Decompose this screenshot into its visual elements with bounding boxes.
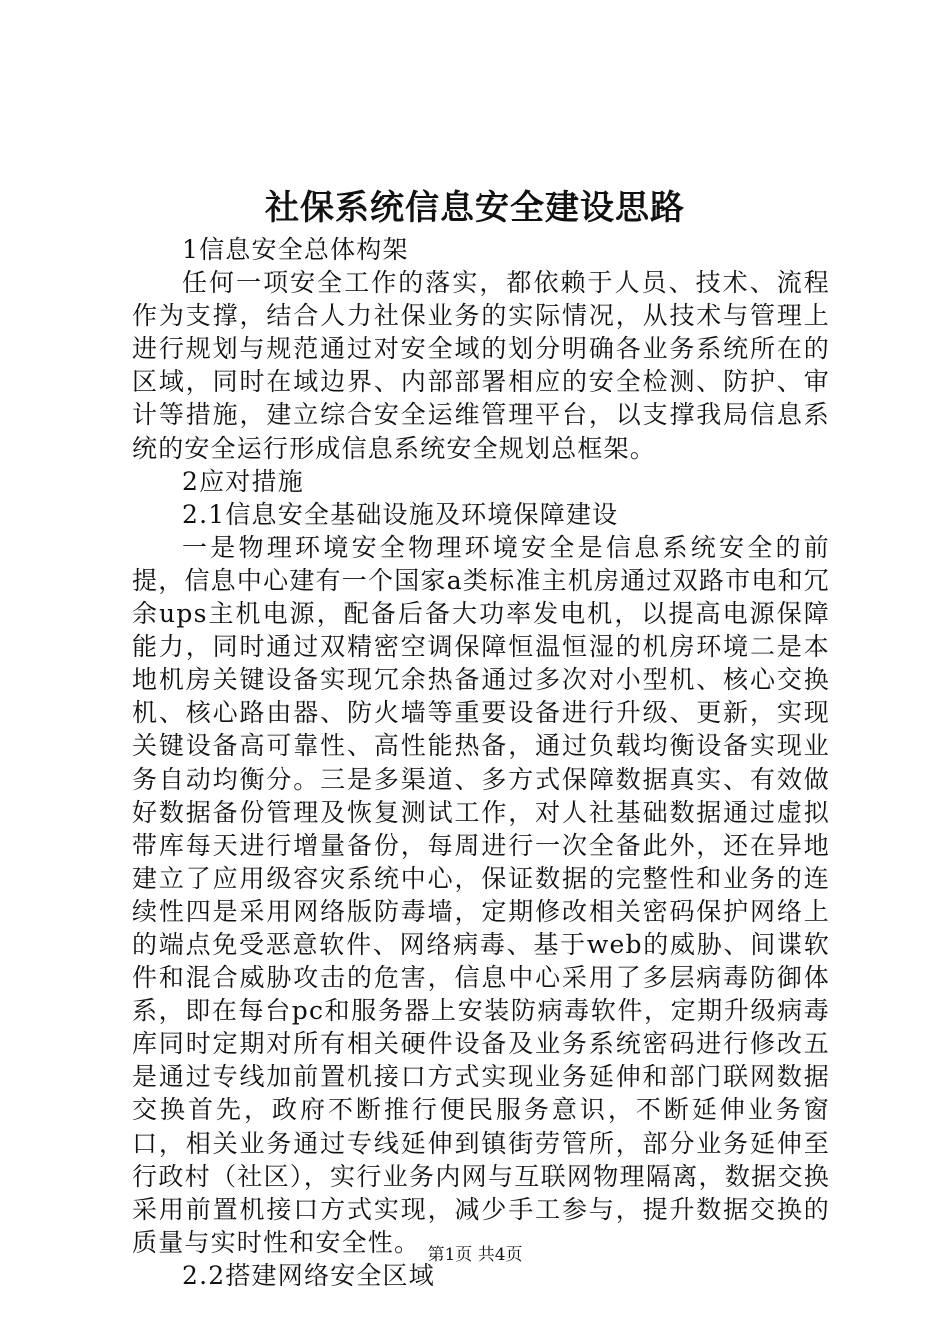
subsection-heading-2-2: 2.2搭建网络安全区域 [182,1260,435,1290]
subsection-heading-2-1: 2.1信息安全基础设施及环境保障建设 [182,499,619,529]
body-paragraph-infrastructure: 一是物理环境安全物理环境安全是信息系统安全的前提，信息中心建有一个国家a类标准主机房通过双路市电和冗余ups主机电源，配备后备大功率发电机，以提高电源保障能力，同时通过双精密空调保障恒温恒湿的机房环境二是本地机房关键设备实现冗余热备通过多次对小型机、核心交换机、核心路由器、防火墙等重要设备进行升级、更新，实现关键设备高可靠性、高性能热备，通过负载均衡设备实现业务自动均衡分。三是多渠道、多方式保障数据真实、有效做好数据备份管理及恢复测试工作，对人社基础数据通过虚拟带库每天进行增量备份，每周进行一次全备此外，还在异地建立了应用级容灾系统中心，保证数据的完整性和业务的连续性四是采用网络版防毒墙，定期修改相关密码保护网络上的端点免受恶意软件、网络病毒、基于web的威胁、间谍软件和混合威胁攻击的危害，信息中心采用了多层病毒防御体系，即在每台pc和服务器上安装防病毒软件，定期升级病毒库同时定期对所有相关硬件设备及业务系统密码进行修改五是通过专线加前置机接口方式实现业务延伸和部门联网数据交换首先，政府不断推行便民服务意识，不断延伸业务窗口，相关业务通过专线延伸到镇街劳管所，部分业务延伸至行政村（社区），实行业务内网与互联网物理隔离，数据交换采用前置机接口方式实现，减少手工参与，提升数据交换的质量与实时性和安全性。 [132,532,830,1257]
body-paragraph-framework: 任何一项安全工作的落实，都依赖于人员、技术、流程作为支撑，结合人力社保业务的实际情况，从技术与管理上进行规划与规范通过对安全域的划分明确各业务系统所在的区域，同时在域边界、内部部署相应的安全检测、防护、审计等措施，建立综合安全运维管理平台，以支撑我局信息系统的安全运行形成信息系统安全规划总框架。 [132,268,830,463]
section-heading-1: 1信息安全总体构架 [182,235,409,264]
document-title: 社保系统信息安全建设思路 [265,188,685,228]
page-footer: 第1页 共4页 [427,1245,523,1265]
document-body [132,233,830,1292]
section-heading-2: 2应对措施 [182,466,304,496]
